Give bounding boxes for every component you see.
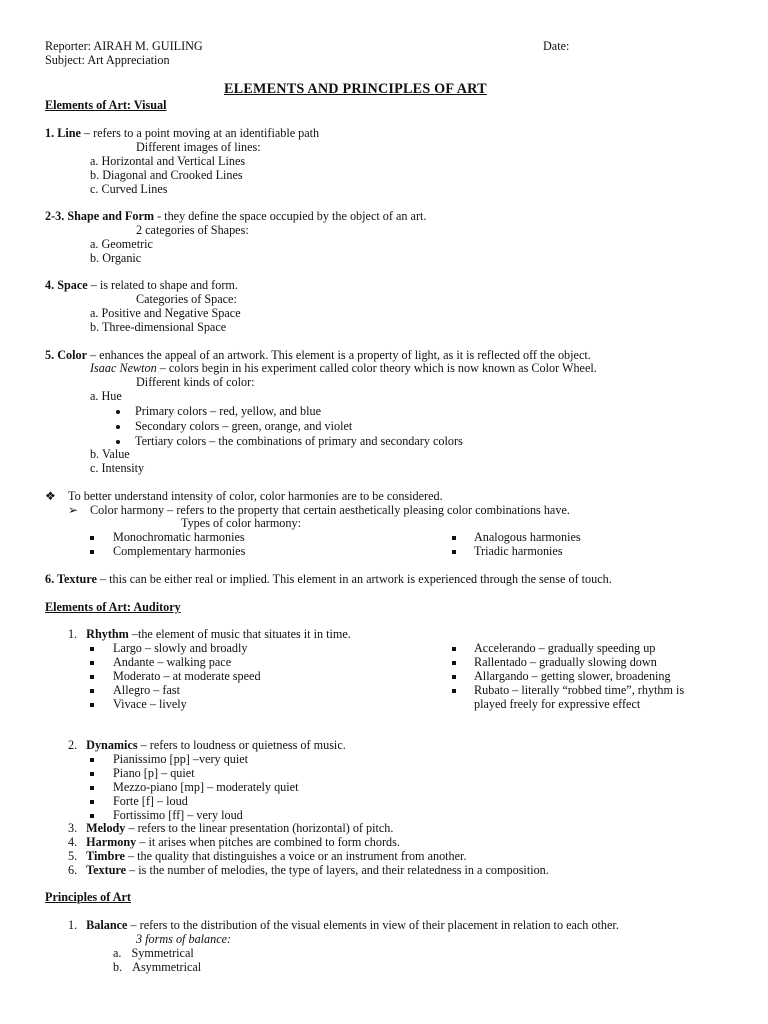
list-item bbox=[113, 946, 194, 960]
dynamics-item bbox=[90, 766, 195, 780]
item-text: Monochromatic harmonies bbox=[113, 530, 245, 544]
item-text: Rubato – literally “robbed time”, rhythm is bbox=[474, 683, 685, 697]
tempo-item bbox=[452, 669, 671, 683]
item-text: Fortissimo [ff] – very loud bbox=[113, 808, 243, 822]
definition: – is related to shape and form. bbox=[87, 278, 238, 292]
term: Texture bbox=[86, 863, 127, 877]
item-text: Forte [f] – loud bbox=[113, 794, 188, 808]
item-number: 3. bbox=[68, 821, 78, 835]
item-letter: b. bbox=[113, 960, 123, 974]
bullet-icon bbox=[116, 410, 120, 414]
list-item: a. Positive and Negative Space bbox=[90, 306, 241, 320]
definition: –the element of music that situates it in time. bbox=[128, 627, 351, 641]
list-item: c. Intensity bbox=[90, 461, 145, 475]
term: Timbre bbox=[86, 849, 125, 863]
harmony-item bbox=[452, 530, 581, 544]
harmony-item bbox=[452, 544, 563, 558]
balance-subheading: 3 forms of balance: bbox=[136, 932, 232, 946]
item-number: 6. bbox=[68, 863, 78, 877]
square-bullet-icon bbox=[452, 647, 456, 651]
dynamics-item bbox=[90, 752, 248, 766]
square-bullet-icon bbox=[452, 689, 456, 693]
item-number: 2. bbox=[68, 738, 78, 752]
definition: – it arises when pitches are combined to form chords. bbox=[136, 835, 400, 849]
item-text: Symmetrical bbox=[131, 946, 194, 960]
item-text: Largo – slowly and broadly bbox=[113, 641, 248, 655]
item-text: Andante – walking pace bbox=[113, 655, 232, 669]
tempo-item bbox=[90, 669, 261, 683]
square-bullet-icon bbox=[90, 703, 94, 707]
dynamics-item bbox=[90, 794, 188, 808]
bullet-item bbox=[116, 404, 321, 418]
square-bullet-icon bbox=[90, 647, 94, 651]
bullet-icon bbox=[116, 425, 120, 429]
item-text: Allargando – getting slower, broadening bbox=[474, 669, 671, 683]
square-bullet-icon bbox=[90, 661, 94, 665]
item-text: Piano [p] – quiet bbox=[113, 766, 195, 780]
definition: – refers to the linear presentation (horizontal) of pitch. bbox=[125, 821, 394, 835]
harmony-music-definition bbox=[68, 835, 400, 849]
timbre-definition bbox=[68, 849, 467, 863]
dynamics-definition bbox=[68, 738, 346, 752]
tempo-item bbox=[90, 641, 248, 655]
definition: – enhances the appeal of an artwork. This element is a property of light, as it is reflected off the object. bbox=[86, 348, 591, 362]
dynamics-item bbox=[90, 780, 298, 794]
melody-definition bbox=[68, 821, 393, 835]
tempo-item bbox=[452, 683, 684, 697]
list-item: a. Geometric bbox=[90, 237, 153, 251]
list-item: b. Organic bbox=[90, 251, 142, 265]
list-item: a. Horizontal and Vertical Lines bbox=[90, 154, 246, 168]
square-bullet-icon bbox=[90, 550, 94, 554]
shape-subheading: 2 categories of Shapes: bbox=[136, 223, 249, 237]
item-text: Rallentado – gradually slowing down bbox=[474, 655, 657, 669]
definition: - they define the space occupied by the object of an art. bbox=[154, 209, 427, 223]
item-text: Complementary harmonies bbox=[113, 544, 246, 558]
bullet-item bbox=[116, 434, 463, 448]
term: 5. Color bbox=[45, 348, 87, 362]
arrow-bullet-icon: ➢ bbox=[68, 503, 79, 517]
list-item bbox=[113, 960, 201, 974]
newton-note bbox=[90, 361, 597, 375]
shape-definition bbox=[45, 209, 426, 223]
square-bullet-icon bbox=[90, 800, 94, 804]
list-item: b. Diagonal and Crooked Lines bbox=[90, 168, 243, 182]
square-bullet-icon bbox=[90, 536, 94, 540]
definition: – this can be either real or implied. This element in an artwork is experienced through the sense of touch. bbox=[96, 572, 612, 586]
tempo-item bbox=[452, 641, 655, 655]
bullet-text: Secondary colors – green, orange, and violet bbox=[135, 419, 353, 433]
term: Harmony bbox=[86, 835, 137, 849]
list-item: c. Curved Lines bbox=[90, 182, 168, 196]
term: Melody bbox=[86, 821, 126, 835]
square-bullet-icon bbox=[452, 675, 456, 679]
line-subheading: Different images of lines: bbox=[136, 140, 261, 154]
item-text: Allegro – fast bbox=[113, 683, 181, 697]
definition-text: Color harmony – refers to the property that certain aesthetically pleasing color combinations have. bbox=[90, 503, 570, 517]
square-bullet-icon bbox=[90, 689, 94, 693]
list-item: a. Hue bbox=[90, 389, 122, 403]
tempo-item bbox=[452, 655, 657, 669]
section-heading-visual: Elements of Art: Visual bbox=[45, 98, 167, 112]
item-text: Moderato – at moderate speed bbox=[113, 669, 261, 683]
texture-definition bbox=[45, 572, 612, 586]
list-item: b. Value bbox=[90, 447, 130, 461]
harmony-item bbox=[90, 530, 245, 544]
term: 4. Space bbox=[45, 278, 88, 292]
bullet-text: Tertiary colors – the combinations of primary and secondary colors bbox=[135, 434, 463, 448]
square-bullet-icon bbox=[452, 661, 456, 665]
item-text: Pianissimo [pp] –very quiet bbox=[113, 752, 249, 766]
square-bullet-icon bbox=[452, 550, 456, 554]
definition: – refers to the distribution of the visual elements in view of their placement in relation to each other. bbox=[127, 918, 619, 932]
bullet-item bbox=[116, 419, 352, 433]
square-bullet-icon bbox=[452, 536, 456, 540]
musical-texture-definition bbox=[68, 863, 549, 877]
newton-name: Isaac Newton bbox=[90, 361, 157, 375]
section-heading-principles: Principles of Art bbox=[45, 890, 131, 904]
space-subheading: Categories of Space: bbox=[136, 292, 237, 306]
bullet-icon bbox=[116, 440, 120, 444]
list-item: b. Three-dimensional Space bbox=[90, 320, 227, 334]
item-number: 4. bbox=[68, 835, 78, 849]
item-text: Accelerando – gradually speeding up bbox=[474, 641, 656, 655]
term: Rhythm bbox=[86, 627, 129, 641]
section-heading-auditory: Elements of Art: Auditory bbox=[45, 600, 181, 614]
item-letter: a. bbox=[113, 946, 122, 960]
rhythm-definition bbox=[68, 627, 351, 641]
harmony-subheading: Types of color harmony: bbox=[181, 516, 301, 530]
note-text: To better understand intensity of color, color harmonies are to be considered. bbox=[68, 489, 443, 503]
reporter-line: Reporter: AIRAH M. GUILING bbox=[45, 39, 203, 53]
item-text: Vivace – lively bbox=[113, 697, 187, 711]
definition: – the quality that distinguishes a voice or an instrument from another. bbox=[124, 849, 467, 863]
diamond-bullet-icon: ❖ bbox=[45, 489, 56, 503]
dynamics-item bbox=[90, 808, 243, 822]
item-number: 5. bbox=[68, 849, 78, 863]
newton-text: – colors begin in his experiment called color theory which is now known as Color Wheel. bbox=[156, 361, 597, 375]
item-text: Asymmetrical bbox=[132, 960, 202, 974]
item-number: 1. bbox=[68, 918, 78, 932]
term: 2-3. Shape and Form bbox=[45, 209, 155, 223]
page-title: ELEMENTS AND PRINCIPLES OF ART bbox=[224, 81, 487, 97]
term: 6. Texture bbox=[45, 572, 97, 586]
color-definition bbox=[45, 348, 591, 362]
tempo-item bbox=[90, 697, 187, 711]
term: 1. Line bbox=[45, 126, 81, 140]
item-text: Analogous harmonies bbox=[474, 530, 581, 544]
definition: – refers to loudness or quietness of music. bbox=[137, 738, 346, 752]
definition: – is the number of melodies, the type of layers, and their relatedness in a composition. bbox=[126, 863, 549, 877]
term: Dynamics bbox=[86, 738, 138, 752]
item-number: 1. bbox=[68, 627, 78, 641]
line-definition bbox=[45, 126, 319, 140]
subject-line: Subject: Art Appreciation bbox=[45, 53, 170, 67]
balance-definition bbox=[68, 918, 619, 932]
item-text: Mezzo-piano [mp] – moderately quiet bbox=[113, 780, 299, 794]
tempo-item bbox=[90, 655, 231, 669]
harmony-definition bbox=[68, 503, 570, 517]
square-bullet-icon bbox=[90, 675, 94, 679]
bullet-text: Primary colors – red, yellow, and blue bbox=[135, 404, 322, 418]
square-bullet-icon bbox=[90, 814, 94, 818]
term: Balance bbox=[86, 918, 128, 932]
definition: – refers to a point moving at an identifiable path bbox=[80, 126, 320, 140]
harmony-item bbox=[90, 544, 245, 558]
item-text: Triadic harmonies bbox=[474, 544, 563, 558]
color-subheading: Different kinds of color: bbox=[136, 375, 255, 389]
tempo-item-continued: played freely for expressive effect bbox=[474, 697, 641, 711]
space-definition bbox=[45, 278, 238, 292]
harmony-note bbox=[45, 489, 443, 503]
square-bullet-icon bbox=[90, 758, 94, 762]
date-label: Date: bbox=[543, 39, 570, 53]
tempo-item bbox=[90, 683, 180, 697]
square-bullet-icon bbox=[90, 772, 94, 776]
square-bullet-icon bbox=[90, 786, 94, 790]
